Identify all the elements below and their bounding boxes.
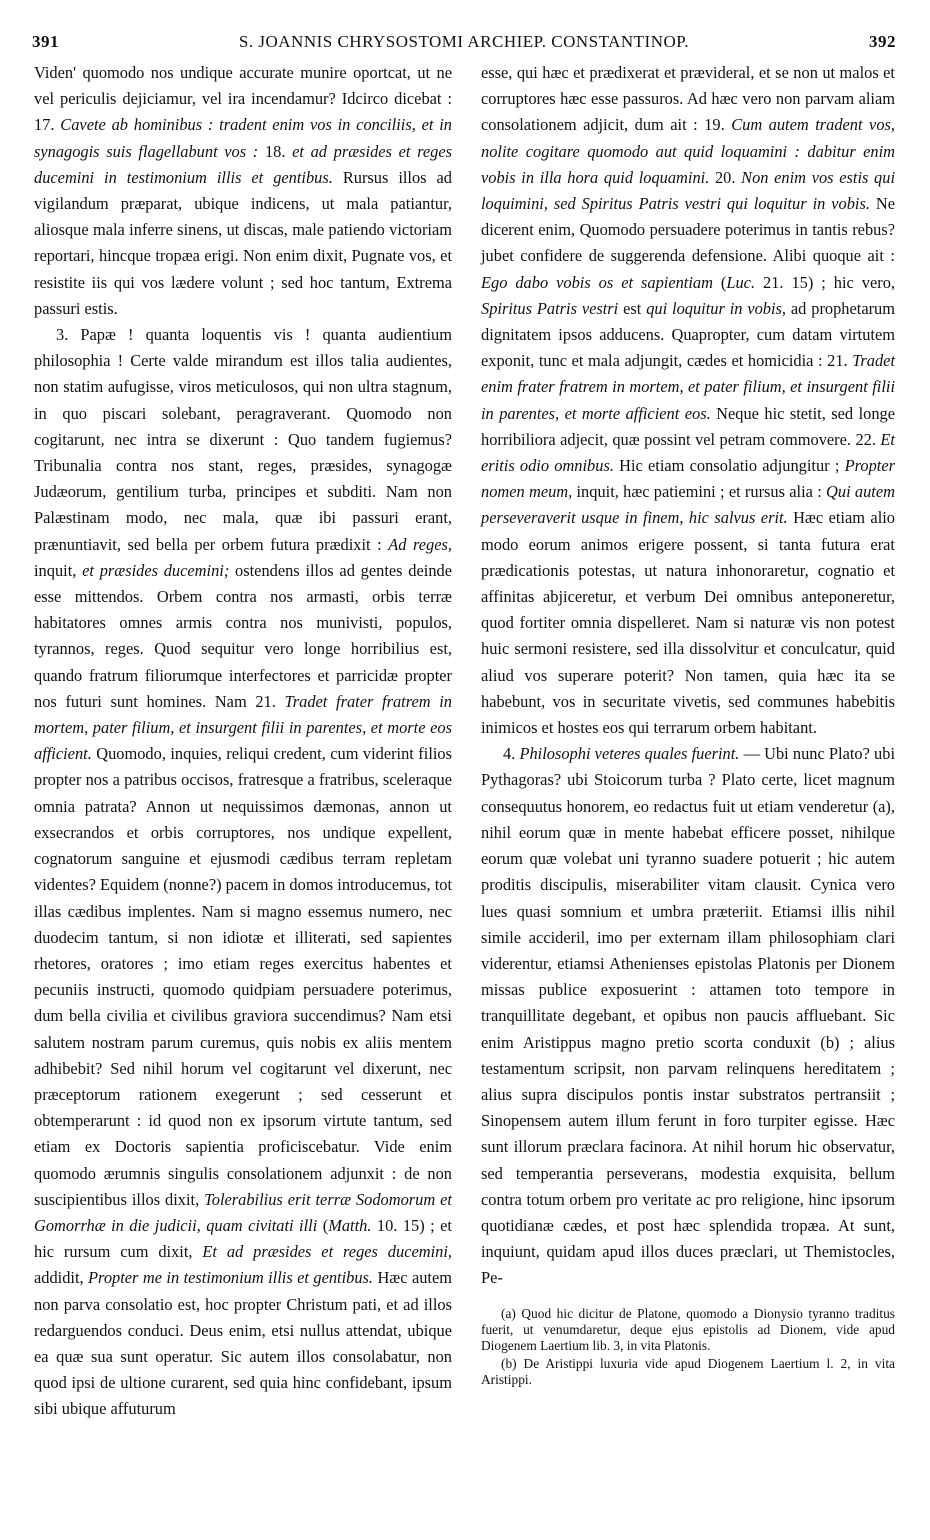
text-run: 3. Papæ ! quanta loquentis vis ! quanta audientium philosophia ! Certe valde mirandum est illos talia audientes, non statim aufugisse, viros meticulosos, qui non ultra stagnum, in quo piscari solebant, peragraverant. Quomodo non cogitarunt, nec intra se dixerunt : Quo tandem fugiemus? Tribunalia contra nos stant, reges, præsides, synagogæ Judæorum, gentilium turba, principes et subditi. Nam non Palæstinam modo, nec mala, quæ ibi passuri erant, prænuntiavit, sed bella per orbem futura prædixit : — [34, 325, 452, 554]
text-run: inquit, — [34, 560, 83, 580]
footnote-b: (b) De Aristippi luxuria vide apud Diogenem Laertium l. 2, in vita Aristippi. — [481, 1355, 895, 1387]
text-run: Hic etiam consolatio adjungitur ; — [613, 456, 845, 476]
italic-run: et ad præsides et reges ducemini in testimonium illis et gentibus. — [34, 141, 452, 187]
text-run: esse, qui hæc et prædixerat et prævideral, et se non ut malos et corruptores hæc esse passuros. Ad hæc vero non parvam aliam consolationem adjicit, dum ait : 19. — [481, 63, 895, 135]
footnotes — [481, 1306, 895, 1388]
text-run: ad prophetarum dignitatem ipsos adducens. Quapropter, cum datam virtutem exponit, tunc et mala adjungit, cædes et homicidia : 21. — [481, 298, 895, 371]
italic-run: Ego dabo vobis os et sapientiam — [481, 272, 713, 292]
italic-run: Spiritus Patris vestri — [481, 298, 619, 318]
right-paragraph-2 — [481, 741, 895, 1291]
left-paragraph-1 — [34, 60, 452, 322]
italic-run: Non enim vos estis qui loquimini, sed Spiritus Patris vestri qui loquitur in vobis. — [481, 167, 895, 214]
text-run: est — [618, 298, 647, 318]
text-run: 20. — [709, 167, 742, 187]
text-run: Hæc autem non parva consolatio est, hoc propter Christum pati, et ad illos redarguendos conduci. Deus enim, etsi nullus attendat, ubique ea quæ sua sunt operatur. Sic autem illos consolabatur, non quod ipsi de ultione curarent, sed quia hinc confidebant, ipsum sibi ubique affuturum — [34, 1268, 452, 1419]
text-run: 18. — [264, 141, 293, 161]
text-run: 21. 15) ; hic vero, — [755, 272, 895, 292]
italic-run: Et eritis odio omnibus. — [481, 429, 895, 476]
text-run: inquit, hæc patiemini ; et rursus alia : — [572, 482, 827, 502]
italic-run: Cavete ab hominibus : tradent enim vos in conciliis, et in synagogis suis flagellabunt vos : — [34, 115, 452, 161]
text-run: 10. 15) ; et hic rursum cum dixit, — [34, 1215, 452, 1262]
italic-run: qui loquitur in vobis, — [646, 298, 787, 318]
italic-run: Tradet frater fratrem in mortem, pater filium, et insurgent filii in parentes, et morte eos afficient. — [34, 691, 452, 764]
text-run: — Ubi nunc Plato? ubi Pythagoras? ubi Stoicorum turba ? Plato certe, licet magnum consequutus honorem, eo redactus fuit ut etiam venderetur (a), nihil eorum quæ in mente habebat efficere posset, nihilque eorum quæ volebat uni tyranno suadere potuerit ; hic autem proditis discipulis, miserabiliter vitam clausit. Cynica vero lues quasi somnium et umbra præteriit. Etiamsi illis nihil simile accideril, imo per externam illam philosophiam clari viderentur, etiamsi Athenienses epistolas Platonis per Dionem missas publice exposuerint : attamen toto tempore in tranquillitate degebant, et opibus non paucis affluebant. Sic enim Aristippus magno pretio scorta conduxit (b) ; alius testamentum scripsit, non parvam relinquens hereditatem ; alius supra discipulos pontis instar substratos pertransiit ; Sinopensem autem illum ferunt in foro turpiter egisse. Hæc sunt illorum præclara facinora. At nihil horum hic observatur, sed temperantia perseverans, modestia exquisita, bellum contra totum orbem pro veritate ac pro religione, hinc ipsorum quotidianæ cædes, et post hæc splendida tropæa. At sunt, inquiunt, quidam apud illos duces præclari, ut Themistocles, Pe- — [481, 744, 895, 1288]
text-run: Ne dicerent enim, Quomodo persuadere poterimus in tantis rebus? jubet confidere de suggerenda defensione. Alibi quoque ait : — [481, 194, 895, 266]
italic-run: Qui autem perseveraverit usque in finem, hic salvus erit. — [481, 482, 895, 528]
italic-run: Luc. — [726, 272, 756, 292]
running-title: S. JOANNIS CHRYSOSTOMI ARCHIEP. CONSTANTINOP. — [238, 32, 690, 51]
italic-run: Cum autem tradent vos, nolite cogitare quomodo aut quid loquamini : dabitur enim vobis in illa hora quid loquamini. — [481, 115, 895, 187]
italic-run: Philosophi veteres quales fuerint. — [519, 744, 740, 764]
italic-run: Matth. — [328, 1215, 372, 1235]
italic-run: Tolerabilius erit terræ Sodomorum et Gomorrhæ in die judicii, quam civitati illi — [34, 1189, 452, 1235]
text-run: Viden' quomodo nos undique accurate munire oportcat, ut ne vel periculis dejiciamur, vel ira incendamur? Idcirco dicebat : 17. — [34, 63, 452, 135]
italic-run: Ad reges, — [388, 534, 452, 554]
text-run: Quomodo, inquies, reliqui credent, cum viderint filios propter nos a patribus occisos, fratresque a fratribus, sceleraque omnia patrata? Annon ut nequissimos dæmonas, annon ut exsecrandos et orbis corruptores, nos undique expellent, cognatorum sanguine et ejusmodi cædibus terram repletam videntes? Equidem (nonne?) pacem in domos introducemus, tot illas cædibus implentes. Nam si magno essemus numero, nec duodecim tantum, si non idiotæ et illiterati, sed sapientes rhetores, oratores ; imo etiam reges exercitus habentes et pecuniis instructi, quomodo quidpiam persuadere poterimus, dum bella civilia et civilibus graviora succendimus? Nam etsi salutem nostram parum curemus, quis nobis ex aliis mentem adhibebit? Sed nihil horum vel cogitarunt vel dixerunt, nec præceptorum rationem exegerunt ; sed cesserunt et obtemperarunt : id quod non ex ipsorum virtute tantum, sed etiam ex Doctoris sapientia proficiscebatur. Vide enim quomodo ærumnis singulis consolationem adjunxit : de non suscipientibus illos dixit, — [34, 744, 452, 1209]
italic-run: et præsides ducemini; — [82, 560, 230, 580]
right-page-number: 392 — [869, 32, 896, 51]
left-page-number: 391 — [32, 32, 59, 51]
italic-run: Propter me in testimonium illis et gentibus. — [88, 1268, 374, 1288]
text-run: Neque hic stetit, sed longe horribiliora adjecit, quæ possint vel petram commovere. 22. — [481, 403, 895, 449]
footnote-a: (a) Quod hic dicitur de Platone, quomodo a Dionysio tyranno traditus fuerit, ut venumdaretur, deque ejus epistolis ad Dionem, vide apud Diogenem Laertium lib. 3, in vita Platonis. — [481, 1305, 895, 1353]
right-paragraph-1 — [481, 60, 895, 741]
left-column — [34, 60, 452, 1423]
italic-run: Propter nomen meum, — [481, 456, 895, 502]
text-run: Rursus illos ad vigilandum præparat, ubique indicens, ut mala patiantur, aliosque mala inferre sinens, ut discas, male patiendo victoriam reportari, hincque tropæa erigi. Non enim dixit, Pugnate vos, et resistite iis qui vos lædere volunt ; sed hoc tantum, Extrema passuri estis. — [34, 167, 452, 318]
page-header — [32, 32, 896, 58]
text-run: ( — [317, 1215, 329, 1235]
left-paragraph-2 — [34, 322, 452, 1423]
text-run: ( — [712, 272, 727, 292]
text-run: Hæc etiam alio modo eorum animos erigere possent, si tanta futura erat prædicationis potestas, ut natura inhonoraretur, cognatio et affinitas abjiceretur, et verbum Dei omnibus anteponeretur, quod fortiter omnia dispelleret. Nam si naturæ vis non potest huic sermoni resistere, sed illa dissolvitur et conculcatur, quid aliud vos superare poterit? Non tamen, quia hæc ita se habebunt, vos in securitate vivetis, sed communes habebitis inimicos et hostes eos qui terrarum orbem habitant. — [481, 508, 895, 738]
text-run: ostendens illos ad gentes deinde esse mittendos. Orbem contra nos armasti, orbis terræ habitatores omnes armis contra nos munivisti, populos, tyrannos, reges. Quod sequitur vero longe horribilius est, quando fratrum filiorumque interfectores et parricidæ propter nos futuri sunt homines. Nam 21. — [34, 560, 452, 711]
text-run: addidit, — [34, 1268, 89, 1288]
text-run: 4. — [503, 744, 520, 764]
italic-run: Et ad præsides et reges ducemini, — [202, 1242, 452, 1262]
italic-run: Tradet enim frater fratrem in mortem, et pater filium, et insurgent filii in parentes, et morte afficient eos. — [481, 351, 895, 423]
right-column — [481, 60, 895, 1390]
